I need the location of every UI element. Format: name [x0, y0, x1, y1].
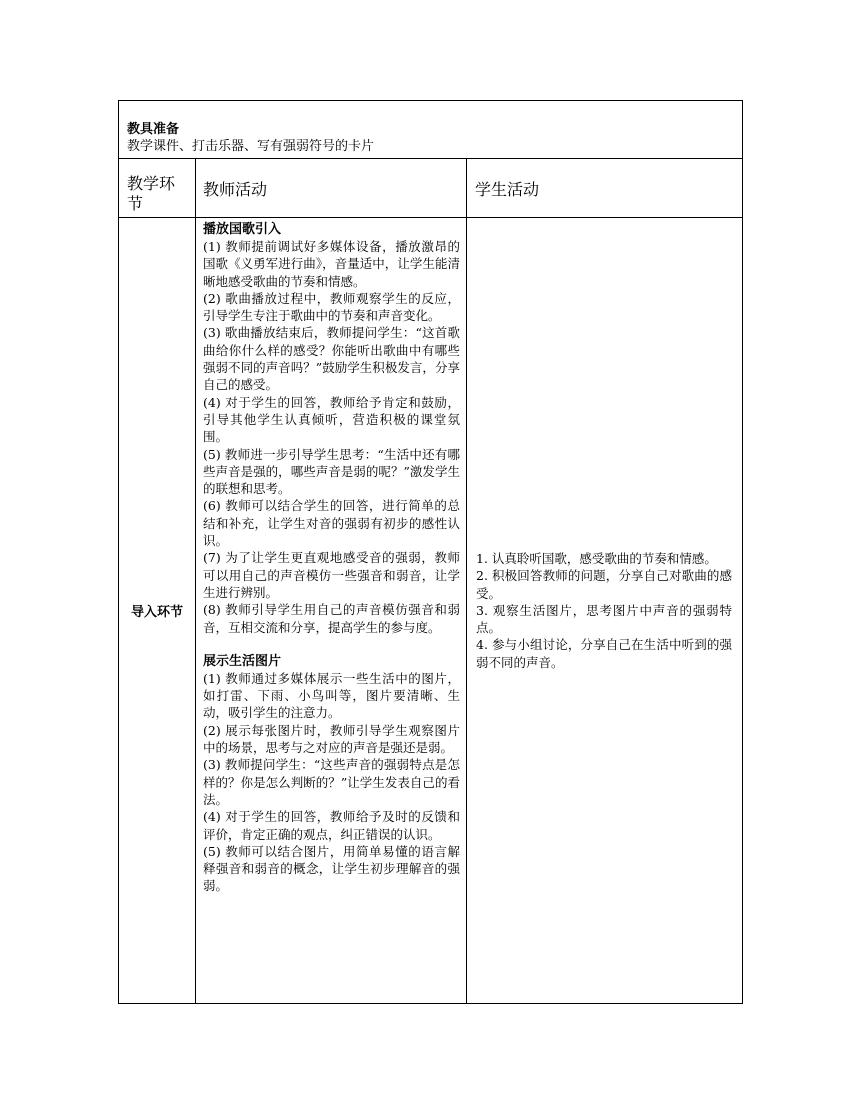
teacher-item: (6) 教师可以结合学生的回答，进行简单的总结和补充，让学生对音的强弱有初步的感性认识。	[203, 498, 460, 549]
student-activity-cell	[467, 218, 743, 1004]
header-row	[119, 159, 743, 218]
teacher-item: (2) 歌曲播放过程中，教师观察学生的反应，引导学生专注于歌曲中的节奏和声音变化。	[203, 290, 460, 324]
teacher-activity-cell	[196, 218, 467, 1004]
teacher-item: (1) 教师通过多媒体展示一些生活中的图片，如打雷、下雨、小鸟叫等，图片要清晰、生动，吸引学生的注意力。	[203, 670, 460, 721]
header-stage: 教学环节	[119, 159, 196, 218]
teacher-item: (2) 展示每张图片时，教师引导学生观察图片中的场景，思考与之对应的声音是强还是弱。	[203, 722, 460, 756]
teacher-item: (3) 教师提问学生：“这些声音的强弱特点是怎样的？你是怎么判断的？”让学生发表自己的看法。	[203, 757, 460, 807]
prep-cell	[119, 101, 743, 159]
student-item: 1. 认真聆听国歌，感受歌曲的节奏和情感。	[476, 550, 717, 566]
student-item: 2. 积极回答教师的问题，分享自己对歌曲的感受。	[476, 568, 733, 601]
prep-body: 教学课件、打击乐器、写有强弱符号的卡片	[127, 139, 375, 154]
teacher-item: (7) 为了让学生更直观地感受音的强弱，教师可以用自己的声音模仿一些强音和弱音，让学生进行辨别。	[203, 550, 460, 600]
lesson-plan-table	[118, 100, 743, 1004]
teacher-item: (3) 歌曲播放结束后，教师提问学生：“这首歌曲给你什么样的感受？你能听出歌曲中有哪些强弱不同的声音吗？”鼓励学生积极发言，分享自己的感受。	[203, 325, 460, 393]
teacher-item: (4) 对于学生的回答，教师给予肯定和鼓励，引导其他学生认真倾听，营造积极的课堂氛围。	[203, 394, 460, 445]
lesson-plan-page	[118, 100, 742, 1004]
teacher-item: (4) 对于学生的回答，教师给予及时的反馈和评价，肯定正确的观点，纠正错误的认识。	[203, 809, 460, 842]
header-student: 学生活动	[467, 159, 743, 218]
student-item: 4. 参与小组讨论，分享自己在生活中听到的强弱不同的声音。	[476, 637, 733, 670]
header-teacher: 教师活动	[196, 159, 467, 218]
student-item: 3. 观察生活图片，思考图片中声音的强弱特点。	[476, 602, 733, 636]
teacher-item: (1) 教师提前调试好多媒体设备，播放激昂的国歌《义勇军进行曲》，音量适中，让学生能清晰地感受歌曲的节奏和情感。	[203, 239, 460, 289]
teacher-item: (5) 教师进一步引导学生思考：“生活中还有哪些声音是强的，哪些声音是弱的呢？”激发学生的联想和思考。	[203, 446, 460, 497]
prep-row	[119, 101, 743, 159]
stage-label: 导入环节	[119, 218, 196, 1004]
section-title: 播放国歌引入	[203, 222, 282, 237]
teacher-item: (5) 教师可以结合图片，用简单易懂的语言解释强音和弱音的概念，让学生初步理解音的强弱。	[203, 843, 460, 894]
teacher-item: (8) 教师引导学生用自己的声音模仿强音和弱音，互相交流和分享，提高学生的参与度。	[203, 602, 460, 635]
prep-title: 教具准备	[127, 122, 180, 137]
section-spacer	[203, 636, 460, 653]
intro-row	[119, 218, 743, 1004]
section-title: 展示生活图片	[203, 653, 282, 669]
